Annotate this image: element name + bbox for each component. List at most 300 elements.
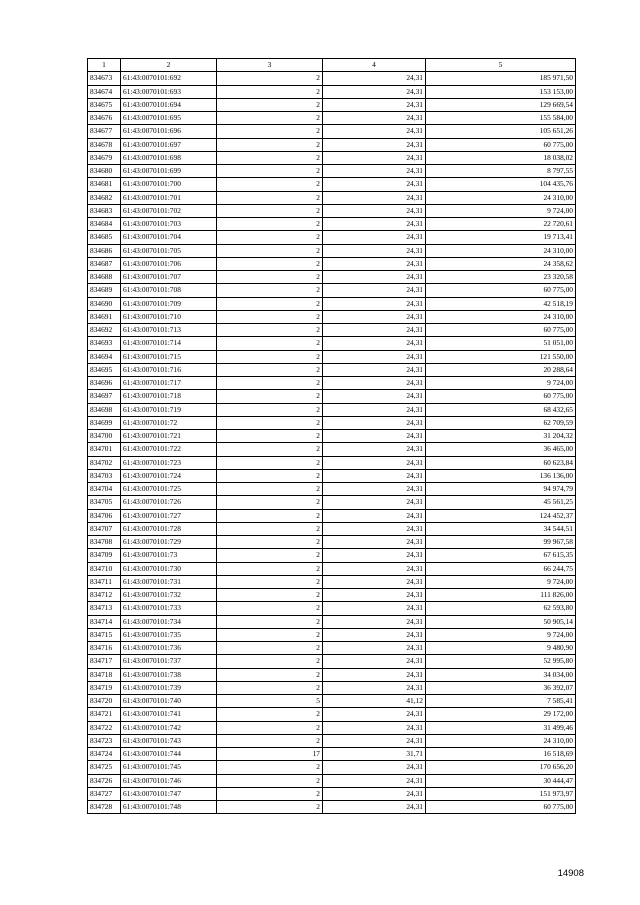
rate-cell: 24,31 xyxy=(323,787,426,800)
count-cell: 2 xyxy=(217,271,323,284)
amount-cell: 129 669,54 xyxy=(426,98,576,111)
table-row xyxy=(88,469,576,482)
table-row xyxy=(88,787,576,800)
row-id-cell: 834706 xyxy=(88,509,121,522)
table-row xyxy=(88,204,576,217)
row-id-cell: 834694 xyxy=(88,350,121,363)
count-cell: 2 xyxy=(217,536,323,549)
rate-cell: 24,31 xyxy=(323,218,426,231)
table-row xyxy=(88,112,576,125)
row-id-cell: 834698 xyxy=(88,403,121,416)
row-id-cell: 834719 xyxy=(88,681,121,694)
cadastral-number-cell: 61:43:0070101:736 xyxy=(121,642,217,655)
count-cell: 2 xyxy=(217,231,323,244)
cadastral-number-cell: 61:43:0070101:716 xyxy=(121,363,217,376)
rate-cell: 24,31 xyxy=(323,125,426,138)
count-cell: 2 xyxy=(217,721,323,734)
table-row xyxy=(88,337,576,350)
cadastral-number-cell: 61:43:0070101:696 xyxy=(121,125,217,138)
amount-cell: 155 584,00 xyxy=(426,112,576,125)
amount-cell: 151 973,97 xyxy=(426,787,576,800)
rate-cell: 24,31 xyxy=(323,456,426,469)
count-cell: 2 xyxy=(217,416,323,429)
table-row xyxy=(88,668,576,681)
table-row xyxy=(88,257,576,270)
count-cell: 2 xyxy=(217,204,323,217)
amount-cell: 23 320,58 xyxy=(426,271,576,284)
amount-cell: 8 797,55 xyxy=(426,165,576,178)
rate-cell: 24,31 xyxy=(323,469,426,482)
amount-cell: 99 967,58 xyxy=(426,536,576,549)
rate-cell: 24,31 xyxy=(323,774,426,787)
cadastral-number-cell: 61:43:0070101:707 xyxy=(121,271,217,284)
rate-cell: 24,31 xyxy=(323,112,426,125)
table-row xyxy=(88,231,576,244)
count-cell: 2 xyxy=(217,125,323,138)
rate-cell: 24,31 xyxy=(323,483,426,496)
cadastral-number-cell: 61:43:0070101:698 xyxy=(121,151,217,164)
row-id-cell: 834725 xyxy=(88,761,121,774)
cadastral-number-cell: 61:43:0070101:706 xyxy=(121,257,217,270)
amount-cell: 60 775,00 xyxy=(426,284,576,297)
column-header: 5 xyxy=(426,59,576,72)
amount-cell: 36 465,00 xyxy=(426,443,576,456)
table-row xyxy=(88,138,576,151)
cadastral-number-cell: 61:43:0070101:697 xyxy=(121,138,217,151)
row-id-cell: 834696 xyxy=(88,377,121,390)
amount-cell: 60 775,00 xyxy=(426,390,576,403)
table-row xyxy=(88,271,576,284)
cadastral-number-cell: 61:43:0070101:744 xyxy=(121,748,217,761)
rate-cell: 24,31 xyxy=(323,363,426,376)
amount-cell: 9 724,00 xyxy=(426,377,576,390)
row-id-cell: 834726 xyxy=(88,774,121,787)
count-cell: 2 xyxy=(217,430,323,443)
count-cell: 2 xyxy=(217,787,323,800)
row-id-cell: 834684 xyxy=(88,218,121,231)
amount-cell: 36 392,07 xyxy=(426,681,576,694)
cadastral-number-cell: 61:43:0070101:693 xyxy=(121,85,217,98)
count-cell: 2 xyxy=(217,443,323,456)
count-cell: 2 xyxy=(217,284,323,297)
rate-cell: 24,31 xyxy=(323,284,426,297)
table-row xyxy=(88,284,576,297)
amount-cell: 51 051,00 xyxy=(426,337,576,350)
row-id-cell: 834675 xyxy=(88,98,121,111)
amount-cell: 60 775,00 xyxy=(426,138,576,151)
count-cell: 2 xyxy=(217,72,323,85)
count-cell: 2 xyxy=(217,496,323,509)
table-row xyxy=(88,456,576,469)
count-cell: 2 xyxy=(217,390,323,403)
count-cell: 2 xyxy=(217,218,323,231)
table-row xyxy=(88,721,576,734)
row-id-cell: 834681 xyxy=(88,178,121,191)
count-cell: 2 xyxy=(217,350,323,363)
row-id-cell: 834728 xyxy=(88,801,121,814)
table-row xyxy=(88,628,576,641)
cadastral-number-cell: 61:43:0070101:745 xyxy=(121,761,217,774)
row-id-cell: 834707 xyxy=(88,522,121,535)
count-cell: 2 xyxy=(217,483,323,496)
count-cell: 2 xyxy=(217,337,323,350)
cadastral-number-cell: 61:43:0070101:714 xyxy=(121,337,217,350)
row-id-cell: 834705 xyxy=(88,496,121,509)
count-cell: 2 xyxy=(217,151,323,164)
count-cell: 2 xyxy=(217,297,323,310)
amount-cell: 62 709,59 xyxy=(426,416,576,429)
amount-cell: 124 452,37 xyxy=(426,509,576,522)
cadastral-number-cell: 61:43:0070101:729 xyxy=(121,536,217,549)
count-cell: 2 xyxy=(217,708,323,721)
cadastral-number-cell: 61:43:0070101:704 xyxy=(121,231,217,244)
table-row xyxy=(88,536,576,549)
rate-cell: 24,31 xyxy=(323,244,426,257)
amount-cell: 60 775,00 xyxy=(426,324,576,337)
rate-cell: 24,31 xyxy=(323,85,426,98)
amount-cell: 50 905,14 xyxy=(426,615,576,628)
cadastral-number-cell: 61:43:0070101:725 xyxy=(121,483,217,496)
table-row xyxy=(88,363,576,376)
rate-cell: 24,31 xyxy=(323,721,426,734)
count-cell: 2 xyxy=(217,628,323,641)
amount-cell: 24 358,62 xyxy=(426,257,576,270)
count-cell: 2 xyxy=(217,469,323,482)
cadastral-number-cell: 61:43:0070101:721 xyxy=(121,430,217,443)
row-id-cell: 834727 xyxy=(88,787,121,800)
amount-cell: 153 153,00 xyxy=(426,85,576,98)
row-id-cell: 834701 xyxy=(88,443,121,456)
table-row xyxy=(88,509,576,522)
cadastral-number-cell: 61:43:0070101:694 xyxy=(121,98,217,111)
row-id-cell: 834709 xyxy=(88,549,121,562)
table-row xyxy=(88,655,576,668)
cadastral-number-cell: 61:43:0070101:723 xyxy=(121,456,217,469)
row-id-cell: 834723 xyxy=(88,734,121,747)
row-id-cell: 834674 xyxy=(88,85,121,98)
amount-cell: 67 615,35 xyxy=(426,549,576,562)
cadastral-number-cell: 61:43:0070101:703 xyxy=(121,218,217,231)
cadastral-number-cell: 61:43:0070101:735 xyxy=(121,628,217,641)
table-row xyxy=(88,589,576,602)
amount-cell: 24 310,00 xyxy=(426,191,576,204)
rate-cell: 24,31 xyxy=(323,191,426,204)
cadastral-number-cell: 61:43:0070101:72 xyxy=(121,416,217,429)
cadastral-number-cell: 61:43:0070101:728 xyxy=(121,522,217,535)
row-id-cell: 834683 xyxy=(88,204,121,217)
count-cell: 2 xyxy=(217,562,323,575)
row-id-cell: 834678 xyxy=(88,138,121,151)
rate-cell: 24,31 xyxy=(323,642,426,655)
amount-cell: 104 435,76 xyxy=(426,178,576,191)
rate-cell: 24,31 xyxy=(323,655,426,668)
count-cell: 2 xyxy=(217,549,323,562)
cadastral-number-cell: 61:43:0070101:718 xyxy=(121,390,217,403)
cadastral-number-cell: 61:43:0070101:713 xyxy=(121,324,217,337)
table-row xyxy=(88,575,576,588)
amount-cell: 34 034,00 xyxy=(426,668,576,681)
cadastral-number-cell: 61:43:0070101:722 xyxy=(121,443,217,456)
amount-cell: 24 310,00 xyxy=(426,310,576,323)
amount-cell: 31 499,46 xyxy=(426,721,576,734)
row-id-cell: 834691 xyxy=(88,310,121,323)
table-row xyxy=(88,151,576,164)
rate-cell: 24,31 xyxy=(323,138,426,151)
table-row xyxy=(88,72,576,85)
amount-cell: 29 172,00 xyxy=(426,708,576,721)
row-id-cell: 834702 xyxy=(88,456,121,469)
table-row xyxy=(88,602,576,615)
amount-cell: 9 724,00 xyxy=(426,628,576,641)
amount-cell: 9 724,00 xyxy=(426,204,576,217)
table-row xyxy=(88,708,576,721)
rate-cell: 24,31 xyxy=(323,350,426,363)
page-number: 14908 xyxy=(557,868,584,879)
row-id-cell: 834695 xyxy=(88,363,121,376)
count-cell: 2 xyxy=(217,310,323,323)
amount-cell: 20 288,64 xyxy=(426,363,576,376)
amount-cell: 60 775,00 xyxy=(426,801,576,814)
amount-cell: 170 656,20 xyxy=(426,761,576,774)
row-id-cell: 834679 xyxy=(88,151,121,164)
rate-cell: 24,31 xyxy=(323,257,426,270)
row-id-cell: 834685 xyxy=(88,231,121,244)
cadastral-number-cell: 61:43:0070101:715 xyxy=(121,350,217,363)
rate-cell: 24,31 xyxy=(323,801,426,814)
row-id-cell: 834692 xyxy=(88,324,121,337)
table-row xyxy=(88,98,576,111)
table-row xyxy=(88,443,576,456)
table-row xyxy=(88,801,576,814)
rate-cell: 24,31 xyxy=(323,536,426,549)
count-cell: 2 xyxy=(217,244,323,257)
rate-cell: 24,31 xyxy=(323,443,426,456)
cadastral-number-cell: 61:43:0070101:695 xyxy=(121,112,217,125)
table-row xyxy=(88,310,576,323)
cadastral-number-cell: 61:43:0070101:734 xyxy=(121,615,217,628)
rate-cell: 24,31 xyxy=(323,337,426,350)
count-cell: 2 xyxy=(217,575,323,588)
row-id-cell: 834715 xyxy=(88,628,121,641)
rate-cell: 24,31 xyxy=(323,589,426,602)
amount-cell: 68 432,65 xyxy=(426,403,576,416)
cadastral-number-cell: 61:43:0070101:719 xyxy=(121,403,217,416)
rate-cell: 24,31 xyxy=(323,310,426,323)
row-id-cell: 834713 xyxy=(88,602,121,615)
amount-cell: 34 544,51 xyxy=(426,522,576,535)
rate-cell: 24,31 xyxy=(323,98,426,111)
amount-cell: 30 444,47 xyxy=(426,774,576,787)
data-table xyxy=(87,58,576,814)
rate-cell: 24,31 xyxy=(323,403,426,416)
amount-cell: 7 585,41 xyxy=(426,695,576,708)
amount-cell: 9 724,00 xyxy=(426,575,576,588)
row-id-cell: 834700 xyxy=(88,430,121,443)
row-id-cell: 834686 xyxy=(88,244,121,257)
count-cell: 2 xyxy=(217,774,323,787)
rate-cell: 24,31 xyxy=(323,231,426,244)
amount-cell: 18 038,02 xyxy=(426,151,576,164)
column-header: 4 xyxy=(323,59,426,72)
rate-cell: 24,31 xyxy=(323,377,426,390)
count-cell: 2 xyxy=(217,668,323,681)
amount-cell: 185 971,50 xyxy=(426,72,576,85)
cadastral-number-cell: 61:43:0070101:726 xyxy=(121,496,217,509)
row-id-cell: 834712 xyxy=(88,589,121,602)
count-cell: 2 xyxy=(217,178,323,191)
amount-cell: 16 518,69 xyxy=(426,748,576,761)
row-id-cell: 834699 xyxy=(88,416,121,429)
count-cell: 17 xyxy=(217,748,323,761)
rate-cell: 24,31 xyxy=(323,509,426,522)
rate-cell: 24,31 xyxy=(323,430,426,443)
rate-cell: 24,31 xyxy=(323,615,426,628)
rate-cell: 24,31 xyxy=(323,151,426,164)
row-id-cell: 834673 xyxy=(88,72,121,85)
cadastral-number-cell: 61:43:0070101:733 xyxy=(121,602,217,615)
row-id-cell: 834677 xyxy=(88,125,121,138)
table-row xyxy=(88,496,576,509)
cadastral-number-cell: 61:43:0070101:746 xyxy=(121,774,217,787)
count-cell: 2 xyxy=(217,522,323,535)
rate-cell: 24,31 xyxy=(323,204,426,217)
rate-cell: 24,31 xyxy=(323,165,426,178)
amount-cell: 9 480,90 xyxy=(426,642,576,655)
row-id-cell: 834714 xyxy=(88,615,121,628)
cadastral-number-cell: 61:43:0070101:742 xyxy=(121,721,217,734)
amount-cell: 24 310,00 xyxy=(426,734,576,747)
count-cell: 2 xyxy=(217,509,323,522)
table-row xyxy=(88,681,576,694)
count-cell: 2 xyxy=(217,456,323,469)
count-cell: 2 xyxy=(217,363,323,376)
amount-cell: 22 720,61 xyxy=(426,218,576,231)
cadastral-number-cell: 61:43:0070101:737 xyxy=(121,655,217,668)
cadastral-number-cell: 61:43:0070101:708 xyxy=(121,284,217,297)
count-cell: 2 xyxy=(217,615,323,628)
rate-cell: 24,31 xyxy=(323,668,426,681)
amount-cell: 60 623,84 xyxy=(426,456,576,469)
amount-cell: 52 995,80 xyxy=(426,655,576,668)
row-id-cell: 834720 xyxy=(88,695,121,708)
table-row xyxy=(88,403,576,416)
cadastral-number-cell: 61:43:0070101:705 xyxy=(121,244,217,257)
row-id-cell: 834724 xyxy=(88,748,121,761)
rate-cell: 24,31 xyxy=(323,416,426,429)
rate-cell: 24,31 xyxy=(323,734,426,747)
rate-cell: 24,31 xyxy=(323,496,426,509)
table-row xyxy=(88,430,576,443)
cadastral-number-cell: 61:43:0070101:730 xyxy=(121,562,217,575)
amount-cell: 105 651,26 xyxy=(426,125,576,138)
count-cell: 2 xyxy=(217,761,323,774)
table-row xyxy=(88,615,576,628)
count-cell: 2 xyxy=(217,403,323,416)
table-row xyxy=(88,178,576,191)
table-row xyxy=(88,324,576,337)
table-row xyxy=(88,297,576,310)
rate-cell: 41,12 xyxy=(323,695,426,708)
table-row xyxy=(88,562,576,575)
amount-cell: 136 136,00 xyxy=(426,469,576,482)
cadastral-number-cell: 61:43:0070101:709 xyxy=(121,297,217,310)
cadastral-number-cell: 61:43:0070101:717 xyxy=(121,377,217,390)
row-id-cell: 834722 xyxy=(88,721,121,734)
rate-cell: 31,71 xyxy=(323,748,426,761)
table-row xyxy=(88,549,576,562)
row-id-cell: 834688 xyxy=(88,271,121,284)
rate-cell: 24,31 xyxy=(323,324,426,337)
cadastral-number-cell: 61:43:0070101:732 xyxy=(121,589,217,602)
table-header-row xyxy=(88,59,576,72)
cadastral-number-cell: 61:43:0070101:699 xyxy=(121,165,217,178)
cadastral-number-cell: 61:43:0070101:748 xyxy=(121,801,217,814)
rate-cell: 24,31 xyxy=(323,602,426,615)
count-cell: 2 xyxy=(217,324,323,337)
rate-cell: 24,31 xyxy=(323,575,426,588)
row-id-cell: 834711 xyxy=(88,575,121,588)
rate-cell: 24,31 xyxy=(323,271,426,284)
count-cell: 2 xyxy=(217,655,323,668)
amount-cell: 121 550,00 xyxy=(426,350,576,363)
table-row xyxy=(88,85,576,98)
rate-cell: 24,31 xyxy=(323,522,426,535)
cadastral-number-cell: 61:43:0070101:747 xyxy=(121,787,217,800)
amount-cell: 24 310,00 xyxy=(426,244,576,257)
amount-cell: 45 561,25 xyxy=(426,496,576,509)
cadastral-number-cell: 61:43:0070101:710 xyxy=(121,310,217,323)
count-cell: 2 xyxy=(217,85,323,98)
amount-cell: 111 826,00 xyxy=(426,589,576,602)
table-row xyxy=(88,761,576,774)
cadastral-number-cell: 61:43:0070101:700 xyxy=(121,178,217,191)
table-row xyxy=(88,695,576,708)
cadastral-number-cell: 61:43:0070101:724 xyxy=(121,469,217,482)
table-row xyxy=(88,218,576,231)
cadastral-number-cell: 61:43:0070101:740 xyxy=(121,695,217,708)
row-id-cell: 834690 xyxy=(88,297,121,310)
rate-cell: 24,31 xyxy=(323,297,426,310)
cadastral-number-cell: 61:43:0070101:743 xyxy=(121,734,217,747)
table-row xyxy=(88,416,576,429)
rate-cell: 24,31 xyxy=(323,390,426,403)
count-cell: 2 xyxy=(217,377,323,390)
cadastral-number-cell: 61:43:0070101:731 xyxy=(121,575,217,588)
amount-cell: 31 204,32 xyxy=(426,430,576,443)
count-cell: 2 xyxy=(217,257,323,270)
table-row xyxy=(88,483,576,496)
count-cell: 5 xyxy=(217,695,323,708)
row-id-cell: 834708 xyxy=(88,536,121,549)
table-row xyxy=(88,774,576,787)
table-row xyxy=(88,350,576,363)
row-id-cell: 834697 xyxy=(88,390,121,403)
table-row xyxy=(88,377,576,390)
amount-cell: 42 518,19 xyxy=(426,297,576,310)
rate-cell: 24,31 xyxy=(323,681,426,694)
row-id-cell: 834676 xyxy=(88,112,121,125)
table-row xyxy=(88,642,576,655)
count-cell: 2 xyxy=(217,602,323,615)
amount-cell: 19 713,41 xyxy=(426,231,576,244)
row-id-cell: 834718 xyxy=(88,668,121,681)
column-header: 2 xyxy=(121,59,217,72)
rate-cell: 24,31 xyxy=(323,761,426,774)
row-id-cell: 834703 xyxy=(88,469,121,482)
cadastral-number-cell: 61:43:0070101:741 xyxy=(121,708,217,721)
table-row xyxy=(88,390,576,403)
table-row xyxy=(88,734,576,747)
